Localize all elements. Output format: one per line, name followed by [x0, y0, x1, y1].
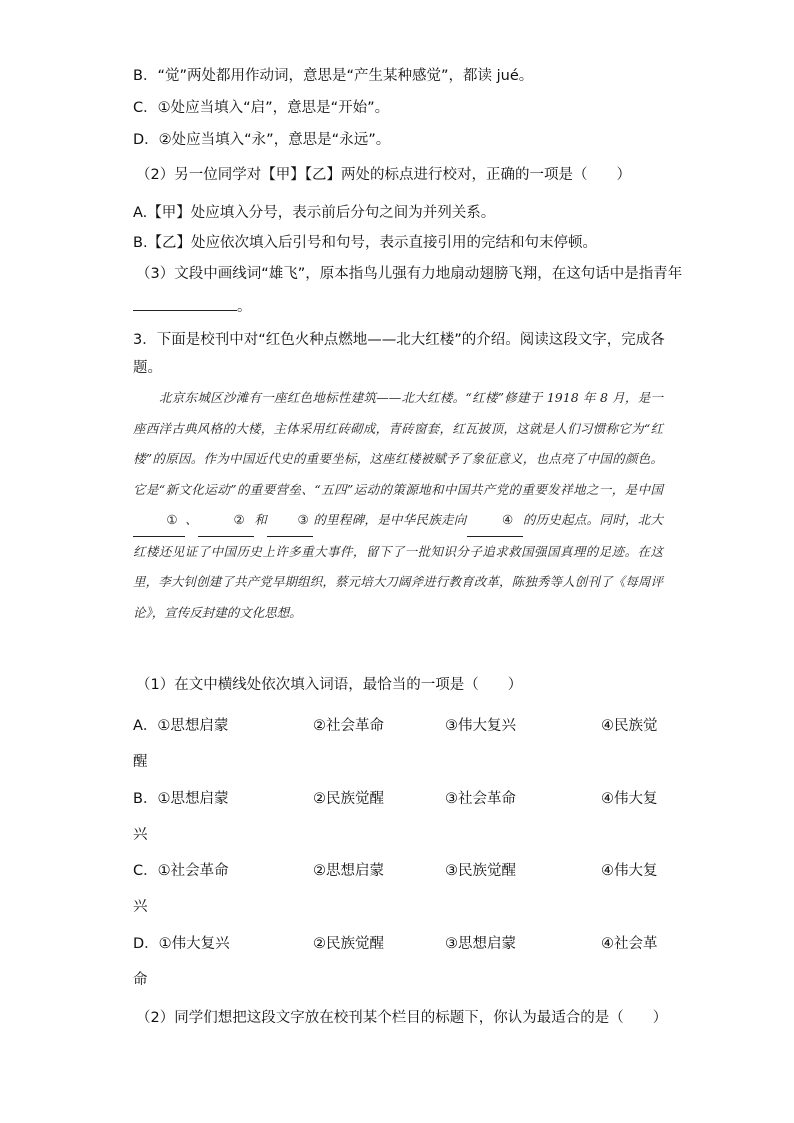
question-3-stem: （3）文段中画线词“雄飞”，原本指鸟儿强有力地扇动翅膀飞翔，在这句话中是指青年 [136, 266, 683, 282]
choice-d-3: ③思想启蒙 [445, 936, 516, 952]
passage-blank-2: ② [198, 505, 254, 537]
choice-d-wrap: 命 [133, 972, 148, 988]
choice-a-2: ②社会革命 [313, 718, 384, 734]
choice-d-1: D．①伟大复兴 [133, 936, 230, 952]
choice-d-4: ④社会革 [601, 936, 658, 952]
choice-c-3: ③民族觉醒 [445, 863, 516, 879]
choice-a-3: ③伟大复兴 [445, 718, 516, 734]
choice-b-1: B．①思想启蒙 [133, 791, 229, 807]
answer-blank[interactable] [133, 296, 237, 311]
section-3-intro-wrap: 题。 [133, 360, 162, 376]
choice-row-b[interactable] [133, 789, 663, 809]
top-option-c: C．①处应当填入“启”，意思是“开始”。 [133, 100, 390, 116]
choice-d-2: ②民族觉醒 [313, 936, 384, 952]
choice-c-4: ④伟大复 [601, 863, 658, 879]
choice-a-4: ④民族觉 [601, 718, 658, 734]
choice-b-4: ④伟大复 [601, 791, 658, 807]
choice-row-a[interactable] [133, 716, 663, 736]
section-3-intro: 3．下面是校刊中对“红色火种点燃地——北大红楼”的介绍。阅读这段文字，完成各 [133, 332, 665, 348]
choice-c-1: C．①社会革命 [133, 863, 229, 879]
passage-text: 北京东城区沙滩有一座红色地标性建筑——北大红楼。“红楼”修建于 1918 年 8 月，是一座西洋古典风格的大楼，主体采用红砖砌成，青砖窗套，红瓦披顶，这就是人们习惯称它为“红楼”的原因。作为中国近代史的重要坐标，这座红楼被赋予了象征意义，也点亮了中国的颜色。它是“新文化运动”的重要营垒、“五四”运动的策源地和中国共产党的重要发祥地之一，是中国① 、 ② 和 ③ 的里程碑，是中华民族走向 ④ 的历史起点。同时，北大红楼还见证了中国历史上许多重大事件，留下了一批知识分子追求救国强国真理的足迹。在这里，李大钊创建了共产党早期组织，蔡元培大刀阔斧进行教育改革，陈独秀等人创刊了《每周评论》，宣传反封建的文化思想。 [133, 390, 663, 620]
passage-blank-4: ④ [467, 505, 523, 537]
choice-a-1: A．①思想启蒙 [133, 718, 229, 734]
question-2-stem: （2）另一位同学对【甲】【乙】两处的标点进行校对，正确的一项是（ ） [136, 167, 631, 183]
question-2-option-b: B.【乙】处应依次填入后引号和句号，表示直接引用的完结和句末停顿。 [133, 235, 598, 251]
choice-b-3: ③社会革命 [445, 791, 516, 807]
passage-blank-1: ① [133, 505, 185, 537]
top-option-b: B．“觉”两处都用作动词，意思是“产生某种感觉”，都读 jué。 [133, 68, 534, 84]
question-3-answer-line: 。 [133, 296, 252, 317]
choice-row-d[interactable] [133, 934, 663, 954]
question-2-option-a: A.【甲】处应填入分号，表示前后分句之间为并列关系。 [133, 205, 496, 221]
choice-a-wrap: 醒 [133, 754, 148, 770]
choice-c-wrap: 兴 [133, 899, 148, 915]
sub-question-1-stem: （1）在文中横线处依次填入词语，最恰当的一项是（ ） [136, 677, 523, 693]
choice-c-2: ②思想启蒙 [313, 863, 384, 879]
choice-b-2: ②民族觉醒 [313, 791, 384, 807]
choice-row-c[interactable] [133, 861, 663, 881]
choice-b-wrap: 兴 [133, 827, 148, 843]
top-option-d: D．②处应当填入“永”，意思是“永远”。 [133, 132, 391, 148]
sub-question-2-stem: （2）同学们想把这段文字放在校刊某个栏目的标题下，你认为最适合的是（ ） [136, 1010, 668, 1026]
passage-blank-3: ③ [267, 505, 313, 537]
